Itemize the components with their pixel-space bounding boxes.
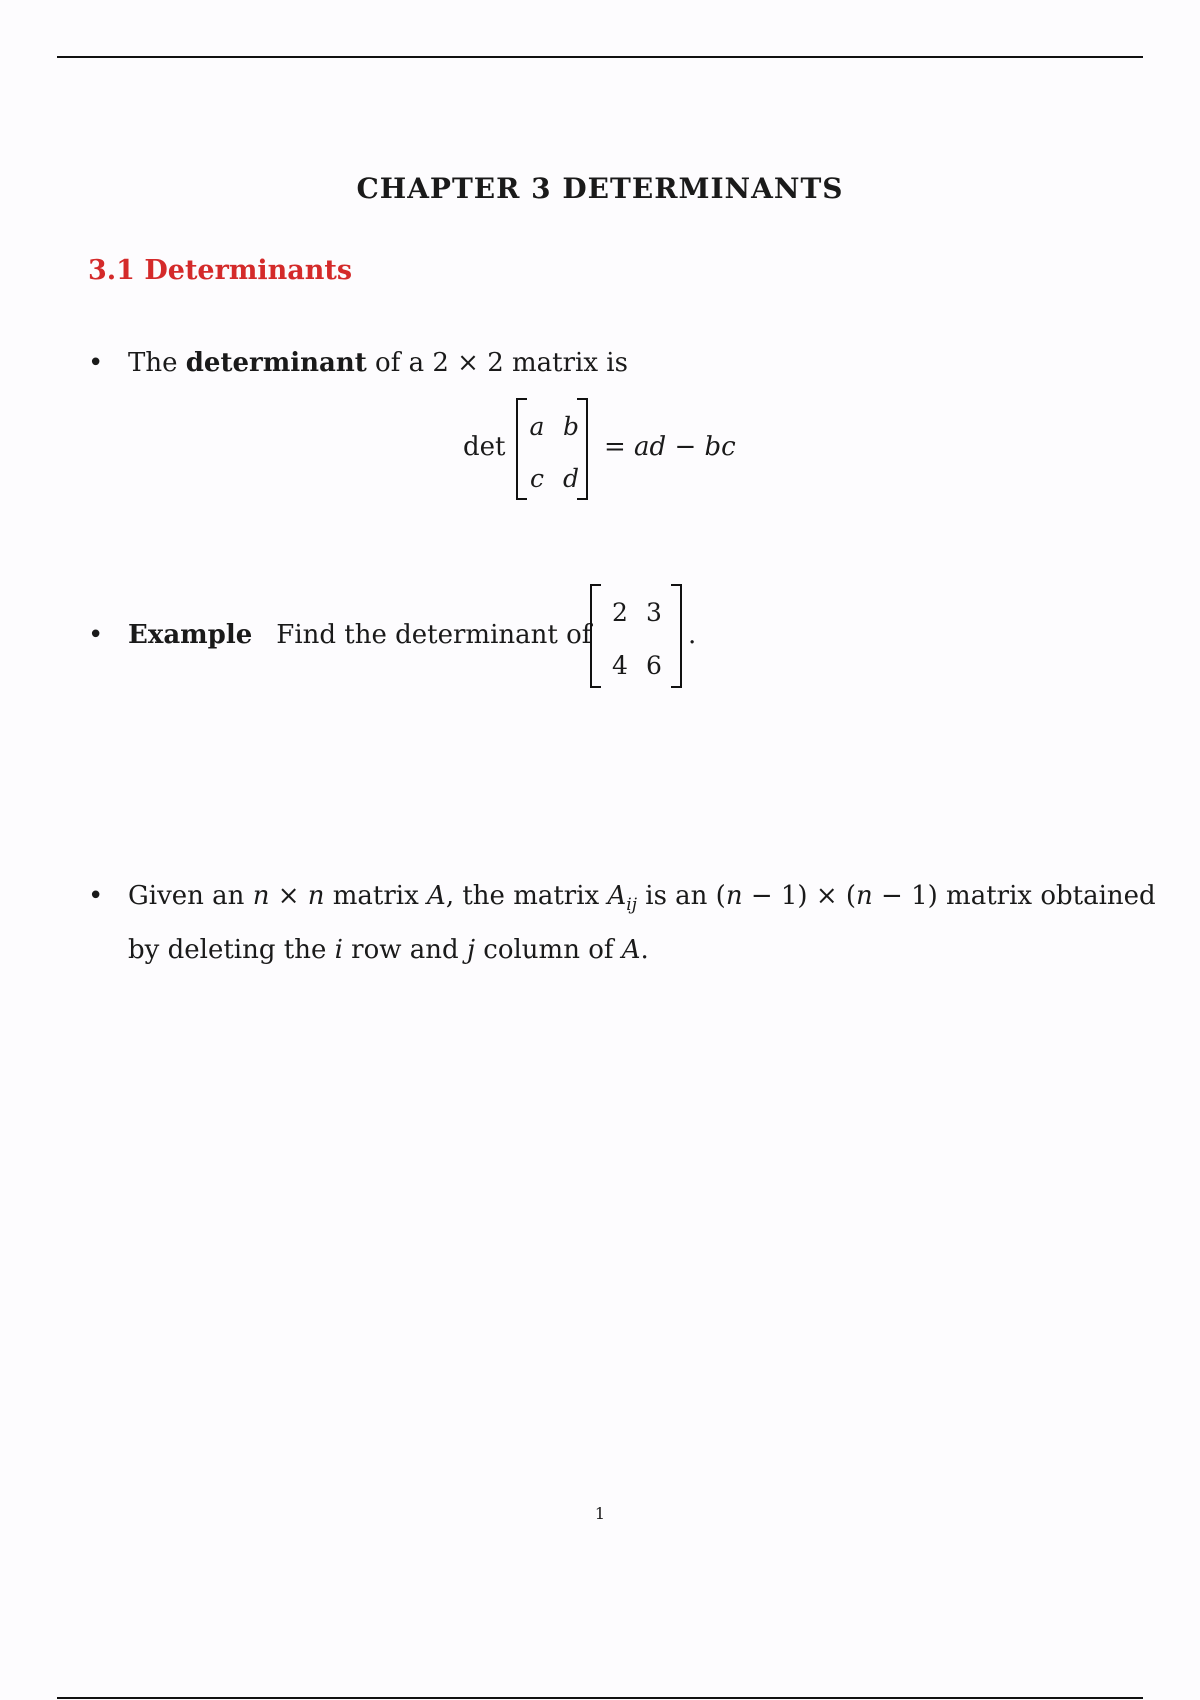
b3-math-n2: n bbox=[856, 881, 873, 911]
footer-rule bbox=[57, 1697, 1143, 1699]
example-matrix-right-bracket bbox=[671, 584, 682, 688]
example-matrix-left-bracket bbox=[590, 584, 601, 688]
b3-math-ij: ij bbox=[626, 895, 637, 916]
bullet-2-text bbox=[128, 620, 591, 650]
bullet-3-line-1 bbox=[128, 881, 1156, 915]
b3-l2-text-4: . bbox=[640, 935, 649, 965]
page-number: 1 bbox=[594, 1504, 606, 1523]
formula-rhs: = ad − bc bbox=[604, 432, 736, 462]
b3-math-Aij: A bbox=[607, 881, 627, 911]
header-rule bbox=[57, 56, 1143, 58]
matrix-cell-b: b bbox=[562, 412, 579, 441]
matrix-cell-d: d bbox=[562, 464, 579, 493]
example-cell-b: 3 bbox=[646, 598, 662, 627]
matrix-cell-a: a bbox=[529, 412, 545, 441]
example-cell-a: 2 bbox=[612, 598, 628, 627]
b3-math-A: A bbox=[427, 881, 446, 911]
bullet-1-marker: • bbox=[88, 348, 104, 378]
b3-math-n1: n bbox=[725, 881, 743, 911]
b3-text-5: − 1) × ( bbox=[742, 881, 857, 911]
example-text: Find the determinant of bbox=[276, 620, 592, 650]
b3-math-nxn: n × n bbox=[252, 881, 325, 911]
b3-text-3: , the matrix bbox=[445, 881, 608, 911]
b3-text-2: matrix bbox=[324, 881, 428, 911]
example-cell-c: 4 bbox=[612, 651, 628, 680]
bullet-1-text bbox=[128, 348, 628, 378]
example-cell-d: 6 bbox=[646, 651, 662, 680]
b3-text-6: − 1) matrix obtained bbox=[872, 881, 1156, 911]
chapter-title: CHAPTER 3 DETERMINANTS bbox=[356, 172, 844, 205]
b3-l2-text-1: by deleting the bbox=[128, 935, 335, 965]
b3-l2-text-3: column of bbox=[475, 935, 622, 965]
example-matrix bbox=[590, 584, 682, 688]
b3-l2-text-2: row and bbox=[342, 935, 467, 965]
formula-matrix bbox=[516, 398, 588, 500]
term-determinant: determinant bbox=[185, 348, 367, 378]
bullet-3-line-2 bbox=[128, 935, 649, 965]
example-period: . bbox=[688, 620, 697, 650]
bullet-1-post: of a 2 × 2 matrix is bbox=[366, 348, 628, 378]
formula-det: det bbox=[463, 432, 506, 462]
matrix-cell-c: c bbox=[529, 464, 544, 493]
section-title: 3.1 Determinants bbox=[88, 255, 353, 286]
bullet-2-marker: • bbox=[88, 620, 104, 650]
bullet-3-marker: • bbox=[88, 881, 104, 911]
b3-math-i: i bbox=[334, 935, 343, 965]
example-label: Example bbox=[128, 620, 253, 650]
b3-math-j: j bbox=[466, 935, 476, 965]
b3-math-A2: A bbox=[621, 935, 641, 965]
b3-text-1: Given an bbox=[128, 881, 253, 911]
b3-text-4: is an ( bbox=[636, 881, 726, 911]
bullet-1-pre: The bbox=[128, 348, 186, 378]
